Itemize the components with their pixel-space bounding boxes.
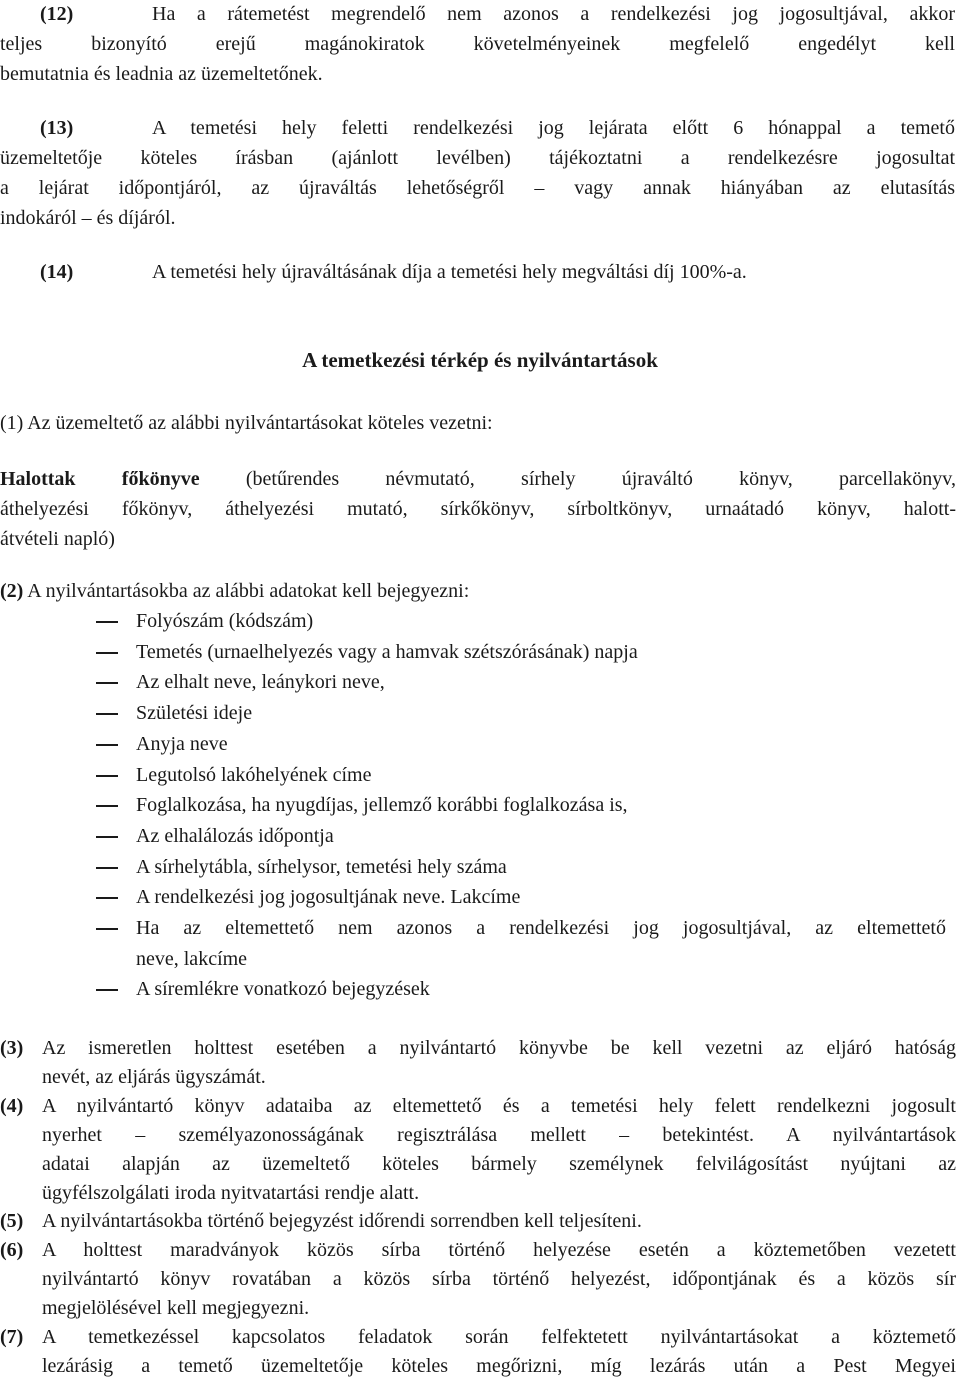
paragraph-number: (12) (40, 3, 74, 25)
register-text: áthelyezési főkönyv, áthelyezési mutató, sírkőkönyv, sírboltkönyv, urnaátadó könyv, halott- (0, 498, 956, 520)
dash-bullet-icon (96, 775, 118, 777)
paragraph-text: nyilvántartó könyv rovatában a közös sírba történő helyezést, időpontjának és a közös sír (42, 1268, 956, 1290)
paragraph-5 (0, 1207, 956, 1236)
dash-bullet-icon (96, 928, 118, 930)
list-item: Születési ideje (0, 698, 946, 729)
paragraph-text: Az üzemeltető az alábbi nyilvántartásokat köteles vezetni: (27, 412, 493, 434)
paragraph-text: A temetkezéssel kapcsolatos feladatok során felfektetett nyilvántartásokat a köztemető (42, 1326, 956, 1348)
paragraph-1 (0, 408, 956, 438)
list-item: Folyószám (kódszám) (0, 606, 946, 637)
list-item: A sírhelytábla, sírhelysor, temetési hely száma (0, 852, 946, 883)
paragraph-2 (0, 576, 956, 606)
list-item: Legutolsó lakóhelyének címe (0, 760, 946, 791)
paragraph-text: ügyfélszolgálati iroda nyitvatartási rendje alatt. (42, 1182, 420, 1204)
paragraph-number: (3) (0, 1037, 24, 1059)
dash-bullet-icon (96, 836, 118, 838)
list-item: A síremlékre vonatkozó bejegyzések (0, 974, 946, 1005)
data-fields-list (0, 606, 960, 1005)
paragraph-text: teljes bizonyító erejű magánokiratok követelményeinek megfelelő engedélyt kell (0, 33, 955, 55)
dash-bullet-icon (96, 897, 118, 899)
paragraph-13 (0, 113, 955, 233)
paragraph-text: megjelölésével kell megjegyezni. (42, 1297, 310, 1319)
paragraph-text: A nyilvántartó könyv adataiba az eltemettető és a temetési hely felett rendelkezni jogosult (42, 1095, 956, 1117)
list-item: Az elhalálozás időpontja (0, 821, 946, 852)
dash-bullet-icon (96, 621, 118, 623)
paragraph-number: (6) (0, 1239, 24, 1261)
paragraph-text: Ha a rátemetést megrendelő nem azonos a rendelkezési jog jogosultjával, akkor (152, 3, 955, 25)
paragraph-text: A nyilvántartásokba az alábbi adatokat kell bejegyezni: (27, 580, 470, 602)
paragraph-text: A temetési hely feletti rendelkezési jog lejárata előtt 6 hónappal a temető (152, 117, 955, 139)
paragraph-text: A temetési hely újraváltásának díja a temetési hely megváltási díj 100%-a. (152, 261, 747, 283)
paragraph-6 (0, 1236, 956, 1323)
list-item: Anyja neve (0, 729, 946, 760)
list-item: Temetés (urnaelhelyezés vagy a hamvak szétszórásának) napja (0, 637, 946, 668)
dash-bullet-icon (96, 682, 118, 684)
paragraph-text: a lejárat időpontjáról, az újraváltás lehetőségről – vagy annak hiányában az elutasítás (0, 177, 955, 199)
paragraph-number: (2) (0, 580, 24, 602)
paragraph-number: (14) (40, 261, 74, 283)
paragraph-number: (1) (0, 412, 24, 434)
paragraph-text: Az ismeretlen holttest esetében a nyilvántartó könyvbe be kell vezetni az eljáró hatóság (42, 1037, 956, 1059)
dash-bullet-icon (96, 805, 118, 807)
paragraph-number: (7) (0, 1326, 24, 1348)
paragraph-number: (5) (0, 1210, 24, 1232)
section-title: A temetkezési térkép és nyilvántartások (302, 348, 658, 372)
dash-bullet-icon (96, 867, 118, 869)
paragraph-text: A nyilvántartásokba történő bejegyzést időrendi sorrendben kell teljesíteni. (42, 1210, 642, 1232)
paragraph-text: A holttest maradványok közös sírba történő helyezése esetén a köztemetőben vezetett (42, 1239, 956, 1261)
register-text: átvételi napló) (0, 528, 115, 550)
paragraph-12 (0, 0, 955, 89)
paragraph-3 (0, 1034, 956, 1092)
paragraph-text: indokáról – és díjáról. (0, 207, 176, 229)
paragraph-14 (40, 257, 955, 287)
list-item: Az elhalt neve, leánykori neve, (0, 667, 946, 698)
list-item: A rendelkezési jog jogosultjának neve. Lakcíme (0, 882, 946, 913)
register-text: (betűrendes névmutató, sírhely újraváltó könyv, parcellakönyv, (245, 468, 956, 490)
list-item: Foglalkozása, ha nyugdíjas, jellemző korábbi foglalkozása is, (0, 790, 946, 821)
register-main-title: Halottak főkönyve (0, 468, 200, 490)
paragraph-number: (13) (40, 117, 74, 139)
paragraph-text: nevét, az eljárás ügyszámát. (42, 1066, 266, 1088)
paragraph-7 (0, 1323, 956, 1381)
paragraph-text: adatai alapján az üzemeltető köteles bármely személynek felvilágosítást nyújtani az (42, 1153, 956, 1175)
dash-bullet-icon (96, 989, 118, 991)
paragraph-number: (4) (0, 1095, 24, 1117)
paragraph-4 (0, 1092, 956, 1208)
dash-bullet-icon (96, 652, 118, 654)
paragraph-text: lezárásig a temető üzemeltetője köteles megőrizni, míg lezárás után a Pest Megyei (42, 1355, 956, 1377)
paragraph-text: bemutatnia és leadnia az üzemeltetőnek. (0, 63, 323, 85)
paragraph-text: üzemeltetője köteles írásban (ajánlott levélben) tájékoztatni a rendelkezésre jogosultat (0, 147, 955, 169)
dash-bullet-icon (96, 713, 118, 715)
register-list (0, 464, 956, 554)
dash-bullet-icon (96, 744, 118, 746)
list-item: Ha az eltemettető nem azonos a rendelkezési jog jogosultjával, az eltemettető neve, lakcíme (0, 913, 946, 974)
paragraph-text: nyerhet – személyazonosságának regisztrálása mellett – betekintést. A nyilvántartások (42, 1124, 956, 1146)
